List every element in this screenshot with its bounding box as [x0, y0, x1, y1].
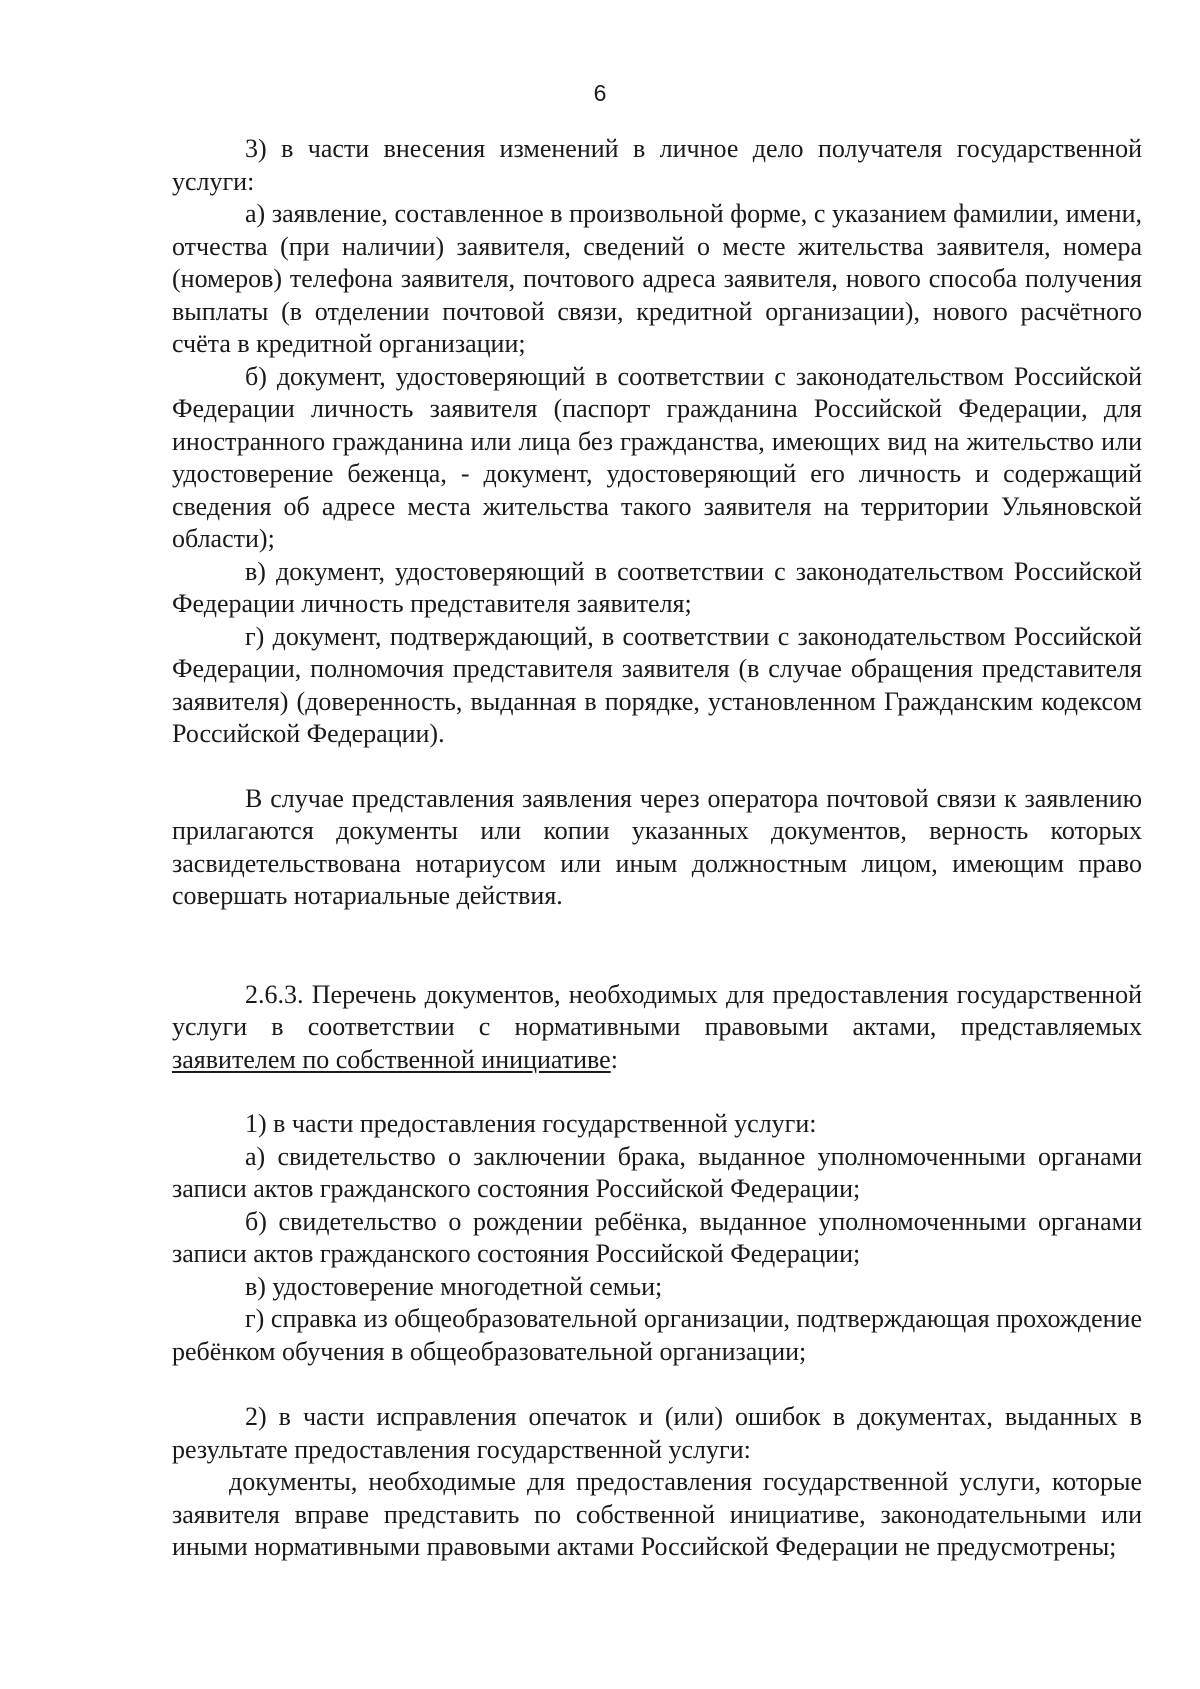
paragraph-item-2-docs: документы, необходимые для предоставления государственной услуги, которые заявителя вправе представить по собственной инициативе, законодательными или иными нормативными правовыми актами Российской Федерации не предусмотрены;	[172, 1467, 1142, 1561]
paragraph-item-1a: а) свидетельство о заключении брака, выданное уполномоченными органами записи актов гражданского состояния Российской Федерации;	[172, 1141, 1142, 1203]
document-body	[172, 133, 1142, 1564]
paragraph-item-3b: б) документ, удостоверяющий в соответствии с законодательством Российской Федерации личность заявителя (паспорт гражданина Российской Федерации, для иностранного гражданина или лица без гражданства, имеющих вид на жительство или удостоверение беженца, - документ, удостоверяющий его личность и содержащий сведения об адресе места жительства такого заявителя на территории Ульяновской области);	[172, 361, 1142, 553]
paragraph-item-2: 2) в части исправления опечаток и (или) ошибок в документах, выданных в результате предоставления государственной услуги:	[172, 1402, 1142, 1464]
section-2-6-3-underlined: заявителем по собственной инициативе	[172, 1044, 611, 1074]
paragraph-item-1v: в) удостоверение многодетной семьи;	[245, 1271, 663, 1301]
paragraph-item-3a: а) заявление, составленное в произвольной форме, с указанием фамилии, имени, отчества (при наличии) заявителя, сведений о месте жительства заявителя, номера (номеров) телефона заявителя, почтового адреса заявителя, нового способа получения выплаты (в отделении почтовой связи, кредитной организации), нового расчётного счёта в кредитной организации;	[172, 199, 1142, 358]
paragraph-item-3v: в) документ, удостоверяющий в соответствии с законодательством Российской Федерации личность представителя заявителя;	[172, 556, 1142, 618]
paragraph-item-3g: г) документ, подтверждающий, в соответствии с законодательством Российской Федерации, полномочия представителя заявителя (в случае обращения представителя заявителя) (доверенность, выданная в порядке, установленном Гражданским кодексом Российской Федерации).	[172, 621, 1142, 748]
section-2-6-3-text: 2.6.3. Перечень документов, необходимых для предоставления государственной услуги в соответствии с нормативными правовыми актами, представляемых	[172, 979, 1142, 1041]
paragraph-item-1b: б) свидетельство о рождении ребёнка, выданное уполномоченными органами записи актов гражданского состояния Российской Федерации;	[172, 1206, 1142, 1268]
paragraph-section-2-6-3	[172, 979, 1142, 1077]
paragraph-postal-note: В случае представления заявления через оператора почтовой связи к заявлению прилагаются документы или копии указанных документов, верность которых засвидетельствована нотариусом или иным должностным лицом, имеющим право совершать нотариальные действия.	[172, 783, 1142, 910]
section-2-6-3-end: :	[610, 1044, 618, 1074]
paragraph-item-1g: г) справка из общеобразовательной организации, подтверждающая прохождение ребёнком обучения в общеобразовательной организации;	[172, 1304, 1142, 1366]
paragraph-item-3: 3) в части внесения изменений в личное дело получателя государственной услуги:	[172, 134, 1142, 196]
page-number: 6	[593, 80, 607, 106]
paragraph-item-1: 1) в части предоставления государственной услуги:	[245, 1109, 817, 1138]
